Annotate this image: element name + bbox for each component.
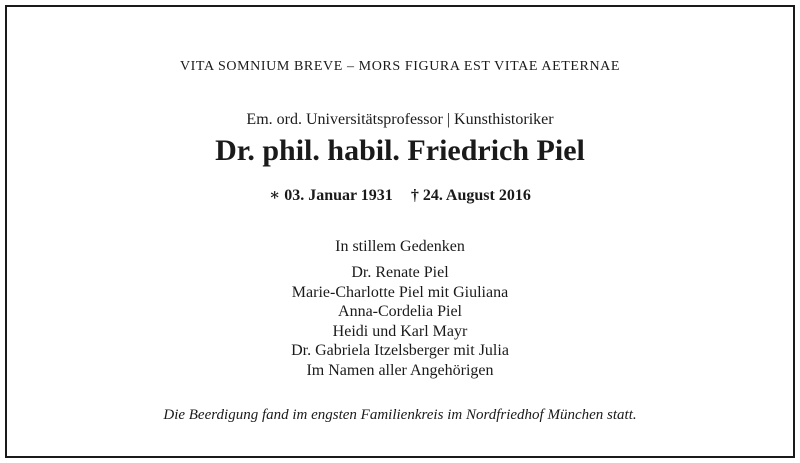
profession-line: Em. ord. Universitätsprofessor | Kunsthistoriker [246, 111, 554, 128]
memory-line: In stillem Gedenken [335, 238, 465, 255]
deceased-name: Dr. phil. habil. Friedrich Piel [215, 134, 585, 167]
life-dates [7, 185, 793, 205]
latin-motto: VITA SOMNIUM BREVE – MORS FIGURA EST VITAE AETERNAE [179, 59, 621, 74]
funeral-note: Die Beerdigung fand im engsten Familienkreis im Nordfriedhof München statt. [163, 407, 637, 423]
death-date: † 24. August 2016 [410, 187, 531, 204]
mourner-item: Dr. Gabriela Itzelsberger mit Julia [291, 342, 509, 359]
mourners-list [7, 263, 793, 380]
mourner-item: Marie-Charlotte Piel mit Giuliana [291, 283, 509, 301]
mourner-item: Im Namen aller Angehörigen [306, 361, 494, 379]
mourner-item: Anna-Cordelia Piel [338, 303, 462, 320]
obituary-notice [5, 5, 795, 458]
mourner-item: Dr. Renate Piel [351, 264, 449, 281]
mourner-item: Heidi und Karl Mayr [332, 322, 468, 340]
birth-date: ∗ 03. Januar 1931 [269, 187, 393, 204]
